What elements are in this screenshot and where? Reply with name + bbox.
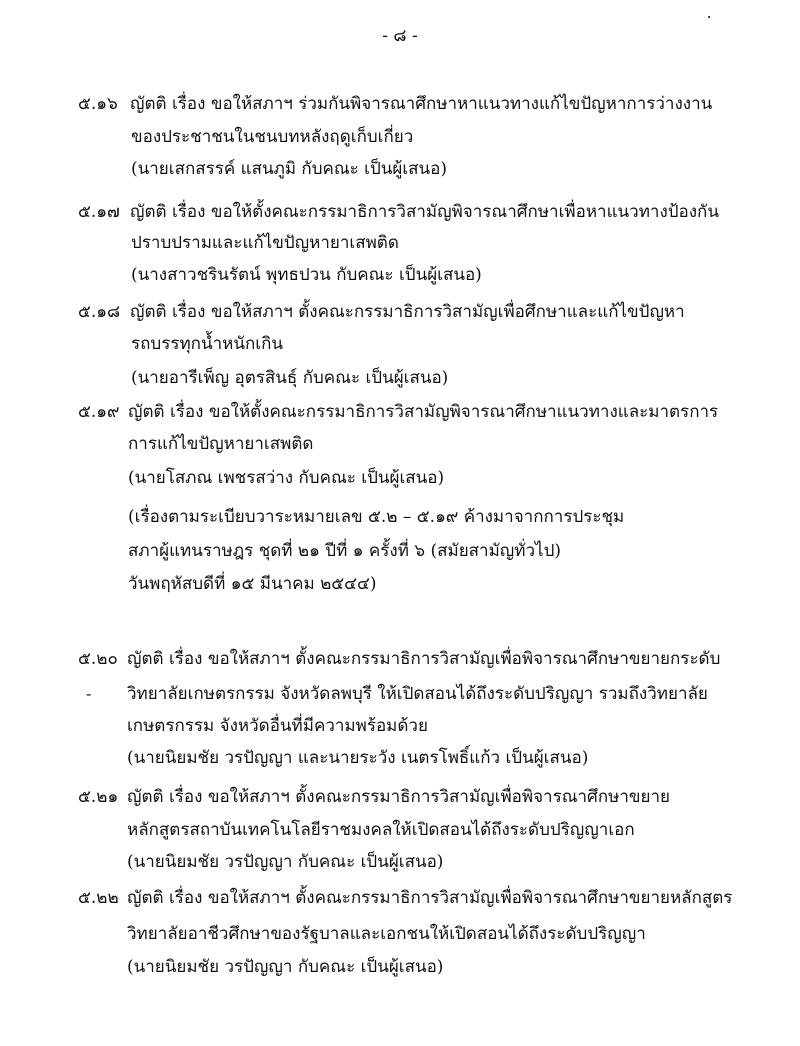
item-title-line: ญัตติ เรื่อง ขอให้สภาฯ ตั้งคณะกรรมาธิการวิสามัญเพื่อพิจารณาศึกษาขยาย	[127, 787, 670, 807]
item-title-line: ญัตติ เรื่อง ขอให้ตั้งคณะกรรมาธิการวิสามัญพิจารณาศึกษาเพื่อหาแนวทางป้องกัน	[130, 202, 719, 222]
item-number: ๕.๑๘	[78, 302, 121, 322]
item-number: ๕.๒๐	[78, 649, 118, 669]
item-proposer: (นายเสกสรรค์ แสนภูมิ กับคณะ เป็นผู้เสนอ)	[131, 159, 448, 179]
item-number: ๕.๑๖	[78, 94, 118, 114]
item-note-line: (เรื่องตามระเบียบวาระหมายเลข ๕.๒ – ๕.๑๙ ค้างมาจากการประชุม	[128, 507, 625, 527]
item-title-line: ปราบปรามและแก้ไขปัญหายาเสพติด	[131, 233, 399, 253]
item-title-line: ของประชาชนในชนบทหลังฤดูเก็บเกี่ยว	[131, 127, 414, 147]
item-title-line: ญัตติ เรื่อง ขอให้สภาฯ ร่วมกันพิจารณาศึกษาหาแนวทางแก้ไขปัญหาการว่างงาน	[130, 94, 713, 114]
item-title-line: ญัตติ เรื่อง ขอให้สภาฯ ตั้งคณะกรรมาธิการวิสามัญเพื่อศึกษาและแก้ไขปัญหา	[130, 302, 685, 322]
item-number: ๕.๒๑	[78, 787, 119, 807]
item-proposer: (นายโสภณ เพชรสว่าง กับคณะ เป็นผู้เสนอ)	[128, 468, 445, 488]
item-title-line: ญัตติ เรื่อง ขอให้สภาฯ ตั้งคณะกรรมาธิการวิสามัญเพื่อพิจารณาศึกษาขยายกระดับ	[127, 649, 721, 669]
item-title-line: เกษตรกรรม จังหวัดอื่นที่มีความพร้อมด้วย	[127, 716, 428, 736]
item-proposer: (นายนิยมชัย วรปัญญา และนายระวัง เนตรโพธิ์แก้ว เป็นผู้เสนอ)	[127, 748, 589, 768]
item-number: ๕.๑๗	[78, 202, 120, 222]
item-title-line: รถบรรทุกน้ำหนักเกิน	[131, 334, 283, 354]
item-proposer: (นายนิยมชัย วรปัญญา กับคณะ เป็นผู้เสนอ)	[127, 957, 444, 977]
item-title-line: ญัตติ เรื่อง ขอให้ตั้งคณะกรรมาธิการวิสามัญพิจารณาศึกษาแนวทางและมาตรการ	[128, 402, 719, 422]
item-title-line: ญัตติ เรื่อง ขอให้สภาฯ ตั้งคณะกรรมาธิการวิสามัญเพื่อพิจารณาศึกษาขยายหลักสูตร	[127, 888, 733, 908]
item-title-line: วิทยาลัยเกษตรกรรม จังหวัดลพบุรี ให้เปิดสอนได้ถึงระดับปริญญา รวมถึงวิทยาลัย	[127, 684, 708, 704]
page-number: - ๘ -	[382, 26, 418, 46]
item-number: ๕.๑๙	[78, 402, 120, 422]
item-note-line: วันพฤหัสบดีที่ ๑๕ มีนาคม ๒๕๔๔)	[128, 574, 377, 594]
scan-speck	[708, 16, 710, 18]
item-note-line: สภาผู้แทนราษฎร ชุดที่ ๒๑ ปีที่ ๑ ครั้งที่ ๖ (สมัยสามัญทั่วไป)	[128, 541, 562, 561]
item-proposer: (นายนิยมชัย วรปัญญา กับคณะ เป็นผู้เสนอ)	[127, 852, 444, 872]
item-proposer: (นายอารีเพ็ญ อุตรสินธุ์ กับคณะ เป็นผู้เสนอ)	[131, 368, 449, 388]
item-number: ๕.๒๒	[78, 888, 119, 908]
item-title-line: หลักสูตรสถาบันเทคโนโลยีราชมงคลให้เปิดสอนได้ถึงระดับปริญญาเอก	[127, 820, 635, 840]
item-title-line: การแก้ไขปัญหายาเสพติด	[128, 434, 314, 454]
bullet-mark: -	[86, 684, 92, 703]
item-title-line: วิทยาลัยอาชีวศึกษาของรัฐบาลและเอกชนให้เปิดสอนได้ถึงระดับปริญญา	[127, 924, 646, 944]
item-proposer: (นางสาวชรินรัตน์ พุทธปวน กับคณะ เป็นผู้เสนอ)	[131, 265, 482, 285]
